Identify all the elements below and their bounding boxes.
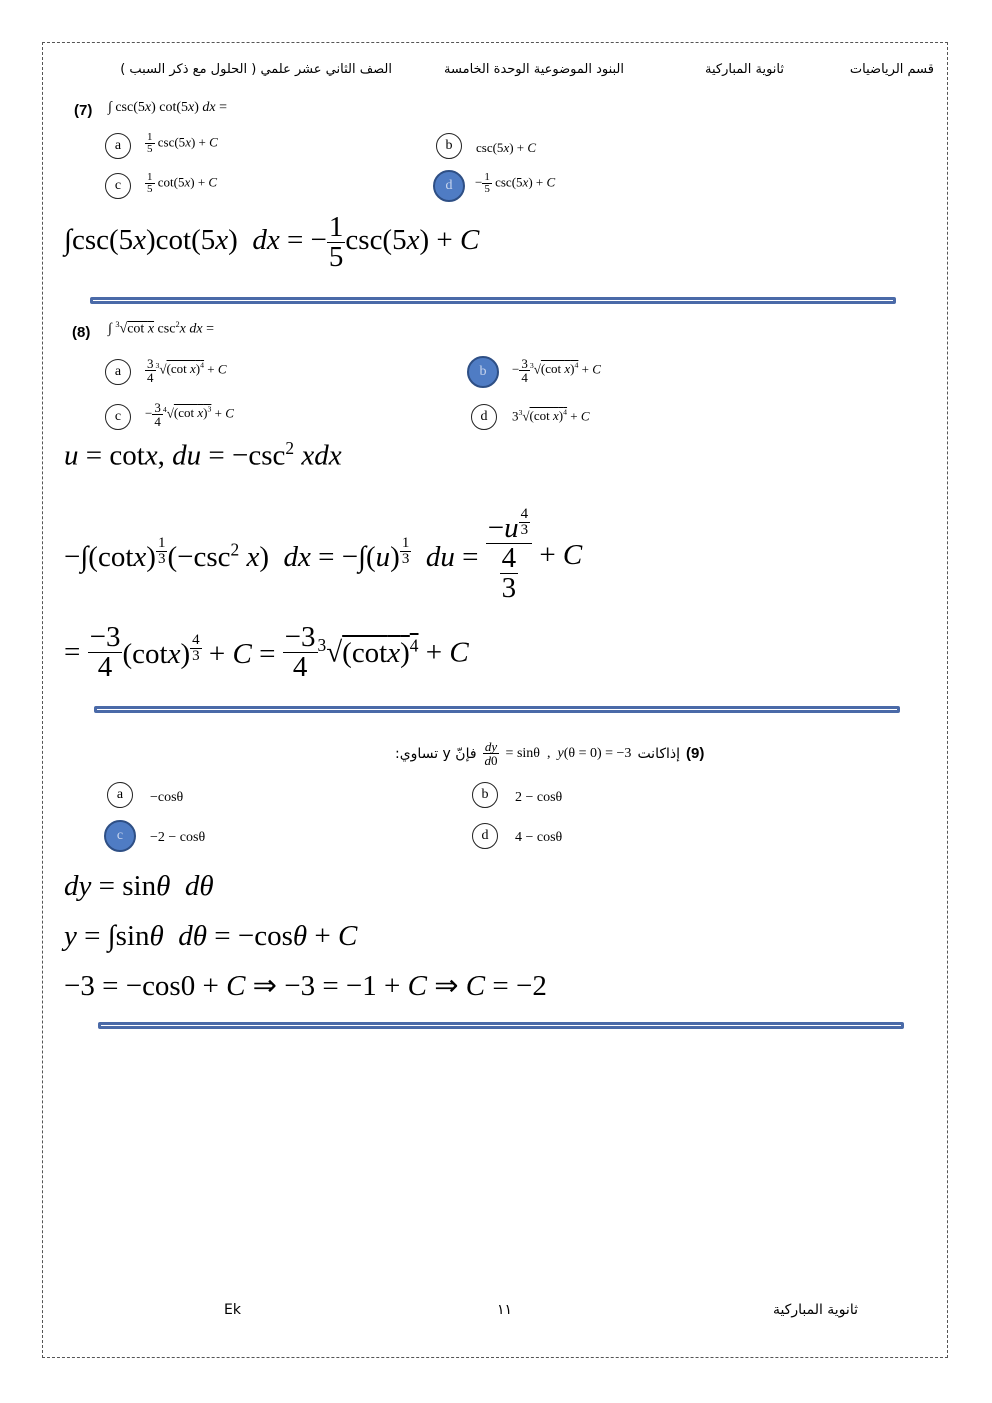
q7-option-c-text: $\frac{1}{5}$ cot(5x) + C (147, 171, 218, 195)
q9-option-a-text: −cosθ (150, 790, 184, 805)
q8-step2: −∫(cotx) $^{\frac{1}{3}}$ ($-\csc^2$ x) dx = −∫(u) $^{\frac{1}{3}}$ du = −u $^{\frac{4}{3}}$ $\frac{4}{3}$ + C (64, 505, 583, 605)
footer-page-number: ١١ (497, 1302, 513, 1318)
q7-option-d-selected[interactable]: d (433, 170, 465, 202)
q7-option-a[interactable]: a (105, 133, 131, 159)
q9-line2: y = ∫sinθ dθ = −cosθ + C (64, 920, 358, 952)
q7-solution: ∫csc(5x)cot(5x) dx = − $\frac{1}{5}$ csc(5x) + C (64, 211, 480, 273)
header-dept: قسم الرياضيات (849, 62, 934, 77)
q9-option-a[interactable]: a (107, 782, 133, 808)
separator-2 (94, 706, 900, 713)
footer-left: Ek (224, 1302, 241, 1318)
q9-line3: −3 = −cos0 + C ⇒ −3 = −1 + C ⇒ C = −2 (64, 970, 547, 1002)
q9-option-d[interactable]: d (472, 823, 498, 849)
q9-question-ar: إذاكانت (637, 745, 681, 762)
q7-option-b[interactable]: b (436, 133, 462, 159)
q8-question: ∫ $^3$√cot x $\csc^2x$ dx = (108, 320, 214, 337)
q8-step3: = $\frac{-3}{4}$ (cotx) $^{\frac{4}{3}}$ + C = $\frac{-3}{4}$ $^3√(\cot x)^4 + C$ (64, 621, 469, 683)
q8-step1: u = cotx, du = $-\csc^2$ xdx (64, 438, 342, 472)
q7-question: ∫ csc(5x) cot(5x) dx = (108, 100, 228, 115)
header-unit: البنود الموضوعية الوحدة الخامسة (444, 62, 624, 77)
q8-option-c[interactable]: c (105, 404, 131, 430)
q9-question: فإنّ y تساوي: $\frac{dy}{d0}$ = sinθ , y(θ = 0) = −3 إذاكانت (9) (395, 739, 705, 768)
q9-option-d-text: 4 − cosθ (515, 830, 563, 845)
separator-1 (90, 297, 896, 304)
q8-option-b-text: − $\frac{3}{4}$ $^3$√(cot x)$^4$ + C (512, 356, 601, 385)
q8-option-d-text: $3^3√(\cot$ x)$^4$ + C (512, 408, 590, 424)
q7-option-c[interactable]: c (105, 173, 131, 199)
q9-number: (9) (686, 745, 705, 762)
q8-option-b-selected[interactable]: b (467, 356, 499, 388)
header-school: ثانوية المباركية (705, 62, 784, 77)
q8-option-a[interactable]: a (105, 359, 131, 385)
q7-option-a-text: $\frac{1}{5}$ csc(5x) + C (147, 131, 218, 155)
q8-option-d[interactable]: d (471, 404, 497, 430)
q9-option-b-text: 2 − cosθ (515, 790, 563, 805)
q9-option-c-text: −2 − cosθ (150, 830, 206, 845)
q9-option-c-selected[interactable]: c (104, 820, 136, 852)
q8-option-a-text: $\frac{3}{4}$ $^3$√(cot x)$^4$ + C (147, 356, 227, 385)
q8-option-c-text: − $\frac{3}{4}$ $^4$√(cot x)$^3$ + C (145, 400, 234, 429)
q9-option-b[interactable]: b (472, 782, 498, 808)
separator-3 (98, 1022, 904, 1029)
q7-option-d-text: − $\frac{1}{5}$ csc(5x) + C (475, 171, 556, 195)
q8-number: (8) (72, 324, 91, 341)
header-grade: الصف الثاني عشر علمي ( الحلول مع ذكر السبب ) (120, 62, 392, 77)
footer-school: ثانوية المباركية (772, 1302, 858, 1318)
q7-option-b-text: csc(5x) + C (476, 140, 537, 155)
q7-number: (7) (74, 102, 93, 119)
q9-question-tail: فإنّ y تساوي: (395, 745, 477, 762)
q9-line1: dy = sinθ dθ (64, 870, 214, 902)
